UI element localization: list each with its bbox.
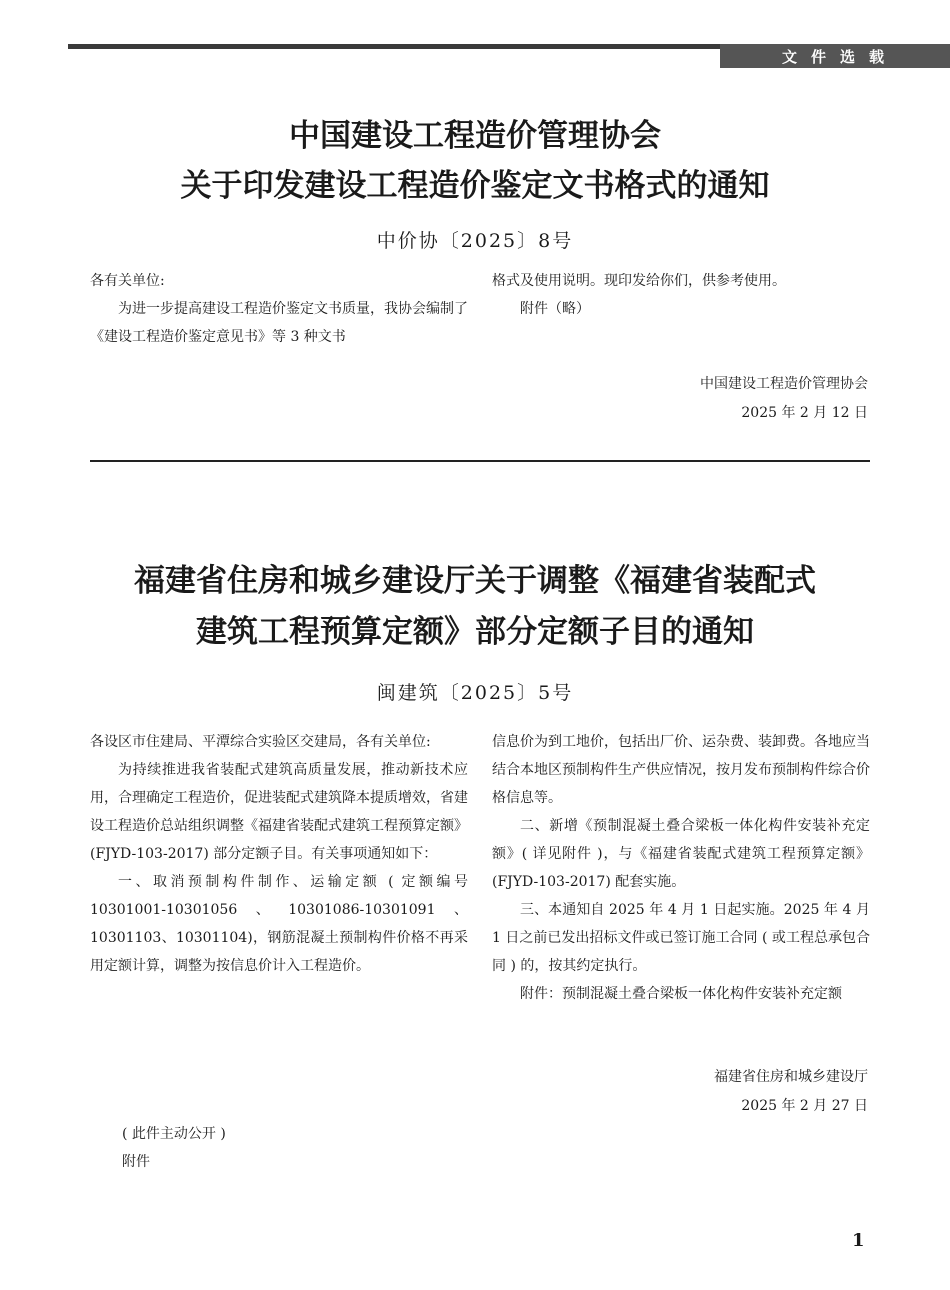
notice2-para4: 三、本通知自 2025 年 4 月 1 日起实施。2025 年 4 月 1 日之前已发出招标文件或已签订施工合同 ( 或工程总承包合同 ) 的，按其约定执行。 [492, 902, 870, 974]
notice2-signature [714, 1063, 868, 1121]
notice1-para1: 为进一步提高建设工程造价鉴定文书质量，我协会编制了《建设工程造价鉴定意见书》等 3 种文书 [90, 301, 468, 345]
notice1-title-line2: 关于印发建设工程造价鉴定文书格式的通知 [180, 168, 770, 204]
notice1-attachment: 附件（略） [520, 301, 590, 317]
notice1-signature-date: 2025 年 2 月 12 日 [741, 405, 868, 421]
notice2-disclosure: ( 此件主动公开 ) [122, 1126, 226, 1142]
notice2-left-column [90, 728, 468, 980]
notice1-doc-number: 中价协〔2025〕8号 [376, 230, 574, 252]
section-divider [90, 460, 870, 462]
notice2-attachment-label: 附件 [122, 1154, 150, 1170]
notice2-doc-number: 闽建筑〔2025〕5号 [376, 682, 574, 704]
page-number: 1 [852, 1230, 865, 1251]
notice2-footer [122, 1120, 226, 1176]
notice1-right-column [492, 267, 870, 323]
notice1-para1-cont: 格式及使用说明。现印发给你们，供参考使用。 [492, 273, 786, 289]
notice2-salutation: 各设区市住建局、平潭综合实验区交建局，各有关单位: [90, 734, 431, 750]
notice2-attachment: 附件：预制混凝土叠合梁板一体化构件安装补充定额 [520, 986, 842, 1002]
notice2-para2: 一、取消预制构件制作、运输定额 ( 定额编号 10301001-10301056、10301086-10301091、10301103、10301104)，钢筋混凝土预制构件价格不再采用定额计算，调整为按信息价计入工程造价。 [90, 874, 468, 974]
notice1-signature-org: 中国建设工程造价管理协会 [700, 376, 868, 392]
notice2-title-line1: 福建省住房和城乡建设厅关于调整《福建省装配式 [134, 563, 816, 599]
notice2-para1: 为持续推进我省装配式建筑高质量发展，推动新技术应用，合理确定工程造价，促进装配式建筑降本提质增效，省建设工程造价总站组织调整《福建省装配式建筑工程预算定额》(FJYD-103-2017) 部分定额子目。有关事项通知如下： [90, 762, 468, 862]
notice2-signature-date: 2025 年 2 月 27 日 [741, 1098, 868, 1114]
notice2-right-column [492, 728, 870, 1008]
section-label: 文件选载 [720, 44, 950, 68]
notice1-title-line1: 中国建设工程造价管理协会 [289, 118, 661, 154]
notice2-signature-org: 福建省住房和城乡建设厅 [714, 1069, 868, 1085]
notice2-para3: 二、新增《预制混凝土叠合梁板一体化构件安装补充定额》( 详见附件 )，与《福建省装配式建筑工程预算定额》(FJYD-103-2017) 配套实施。 [492, 818, 870, 890]
notice2-title-line2: 建筑工程预算定额》部分定额子目的通知 [196, 614, 754, 650]
notice1-salutation: 各有关单位: [90, 273, 165, 289]
notice1-signature [700, 370, 868, 428]
notice2-para2-cont: 信息价为到工地价，包括出厂价、运杂费、装卸费。各地应当结合本地区预制构件生产供应情况，按月发布预制构件综合价格信息等。 [492, 734, 870, 806]
notice1-left-column [90, 267, 468, 351]
